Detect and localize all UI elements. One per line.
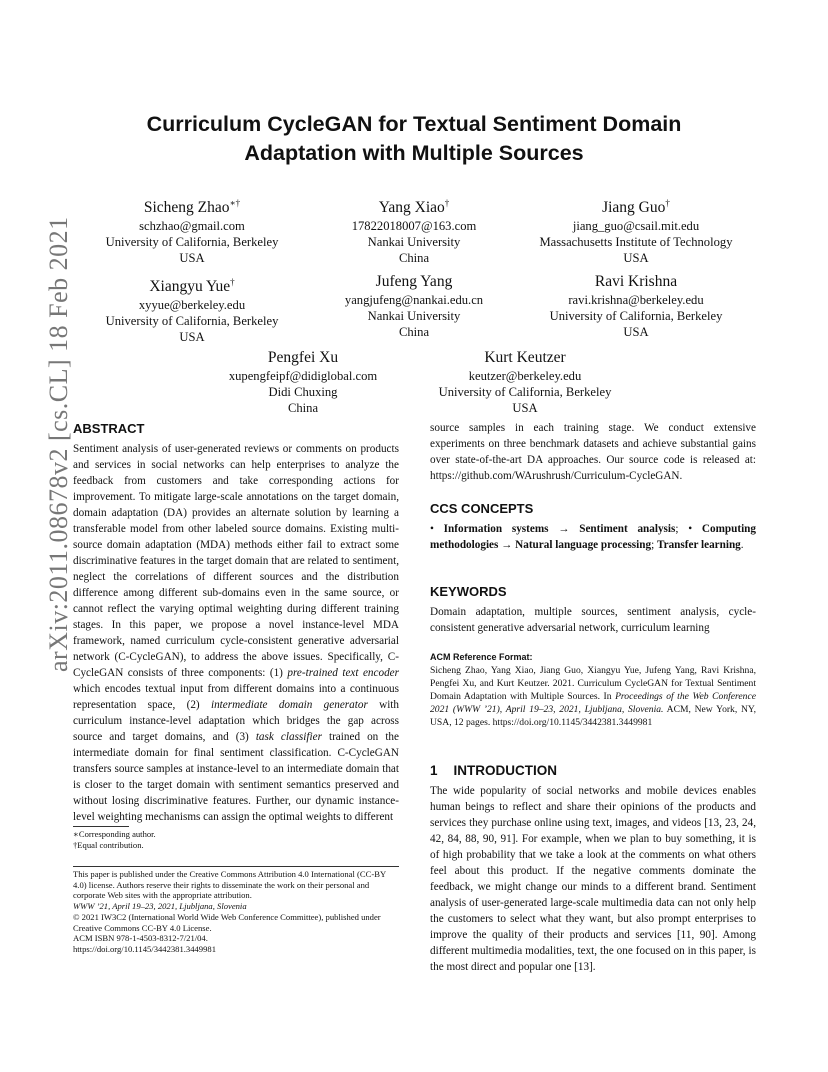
author-name: Pengfei Xu: [267, 349, 339, 366]
section-title: INTRODUCTION: [453, 763, 558, 778]
ccs-concept: Transfer learning: [656, 539, 741, 551]
author-affiliation: University of California, Berkeley: [105, 235, 279, 250]
author-block: [284, 272, 544, 340]
author-name: Ravi Krishna: [594, 273, 678, 290]
author-affiliation: University of California, Berkeley: [438, 385, 612, 399]
keywords-heading: KEYWORDS: [430, 584, 507, 599]
ccs-heading: CCS CONCEPTS: [430, 501, 534, 516]
abstract-text-part: Sentiment analysis of user-generated reviews or comments on products and services in social networks can help enterprises to analyze the feedback from customers and take corresponding actions for improvement. To mitigate large-scale annotations on the target domain, domain adaptation (DA) provides an alternate solution by learning a transferable model from other labeled source domains. Existing multi-source domain adaptation (MDA) methods either fail to extract some discriminative features in the target domain that are related to sentiment, neglect the correlations of different sources and the distribution difference among different sub-domains even in the same source, or cannot reflect the varying optimal weighting during different training stages. In this paper, we propose a novel instance-level MDA framework, named curriculum cycle-consistent generative adversarial network (C-CycleGAN), to address the above issues. Specifically, C-CycleGAN consists of three components: (1): [73, 443, 399, 679]
author-block: [62, 272, 322, 345]
abstract-heading: ABSTRACT: [73, 421, 145, 436]
ccs-concept: Computing methodologies: [430, 523, 756, 551]
author-affiliation: Nankai University: [367, 235, 461, 250]
author-email[interactable]: 17822018007@163.com: [351, 219, 477, 234]
author-name: Jufeng Yang: [375, 273, 453, 290]
author-block: [62, 193, 322, 266]
acm-reference-heading: ACM Reference Format:: [430, 652, 533, 662]
author-country: China: [287, 401, 319, 415]
author-block: [173, 348, 433, 416]
abstract-text-part: which encodes textual input from different domains into a continuous representation space, (2): [73, 683, 399, 711]
author-name: Jiang Guo: [602, 199, 666, 217]
acm-reference-text: [430, 664, 756, 729]
author-affiliation: University of California, Berkeley: [549, 309, 723, 323]
author-mark: ∗†: [229, 198, 241, 208]
author-name: Kurt Keutzer: [484, 349, 566, 366]
abstract-emphasis: intermediate domain generator: [210, 699, 368, 711]
acm-reference: [430, 651, 756, 729]
author-country: USA: [512, 401, 538, 415]
abstract-emphasis: task classifier: [255, 731, 322, 743]
section-number: 1: [430, 763, 438, 778]
author-name: Sicheng Zhao: [143, 199, 230, 217]
ccs-concept: Information systems: [443, 523, 549, 535]
author-country: China: [398, 251, 430, 266]
arxiv-stamp: [24, 216, 73, 672]
author-email[interactable]: yangjufeng@nankai.edu.cn: [344, 293, 484, 307]
author-affiliation: Nankai University: [367, 309, 461, 323]
ccs-arrow: →: [548, 523, 580, 535]
license-text: This paper is published under the Creative Commons Attribution 4.0 International (CC-BY 4.0) license. Authors reserve their rights to disseminate the work on their personal and corporate Web sites with the appropriate attribution.: [73, 869, 386, 901]
title-line-1: Curriculum CycleGAN for Textual Sentiment Domain: [146, 112, 682, 136]
acm-reference-part: Sicheng Zhao, Yang Xiao, Jiang Guo, Xiangyu Yue, Jufeng Yang, Ravi Krishna, Pengfei Xu, and Kurt Keutzer. 2021. Curriculum CycleGAN for Textual Sentiment Domain Adaptation with Multiple Sources. In: [430, 665, 756, 702]
introduction-section: [430, 763, 756, 975]
paper-title: [80, 110, 748, 168]
author-email[interactable]: xyyue@berkeley.edu: [138, 298, 246, 313]
license-doi[interactable]: https://doi.org/10.1145/3442381.3449981: [73, 943, 216, 954]
license-rule: [73, 866, 399, 867]
introduction-heading: [430, 763, 756, 779]
ccs-text: [430, 521, 756, 553]
arxiv-stamp-text: arXiv:2011.08678v2 [cs.CL] 18 Feb 2021: [44, 216, 73, 672]
author-mark: †: [444, 198, 450, 208]
author-affiliation: University of California, Berkeley: [105, 314, 279, 329]
abstract-text: [73, 441, 399, 825]
author-email[interactable]: keutzer@berkeley.edu: [468, 369, 582, 383]
author-country: China: [398, 325, 430, 339]
author-country: USA: [623, 251, 649, 266]
author-block: [506, 272, 766, 340]
abstract-section: [73, 421, 399, 825]
ccs-section: [430, 501, 756, 553]
author-country: USA: [179, 251, 205, 266]
license-venue: WWW ’21, April 19–23, 2021, Ljubljana, Slovenia: [73, 901, 247, 912]
ccs-separator: ; •: [675, 523, 702, 535]
footnote-corresponding: ∗Corresponding author.: [73, 829, 156, 839]
footnote-rule: [73, 826, 129, 827]
abstract-continued: source samples in each training stage. We conduct extensive experiments on three benchmark datasets and achieve substantial gains over state-of-the-art DA approaches. Our source code is released at: https://github.com/WArushrush/Curriculum-CycleGAN.: [430, 422, 756, 482]
ccs-separator: ;: [651, 539, 657, 551]
author-block: [395, 348, 655, 416]
abstract-text-part: trained on the intermediate domain for final sentiment classification. C-CycleGAN transfers source samples at instance-level to an intermediate domain that is closer to the target domain with sentiment semantics preserved and without losing discriminative features. Further, our dynamic instance-level weighting mechanisms can assign the optimal weights to different: [73, 731, 399, 823]
abstract-text-part: with curriculum instance-level adaptation which bridges the gap across source and target domains, and (3): [73, 699, 400, 743]
author-email[interactable]: schzhao@gmail.com: [139, 219, 245, 234]
acm-reference-part: ACM, New York, NY, USA, 12 pages. https://doi.org/10.1145/3442381.3449981: [430, 704, 756, 728]
author-country: USA: [179, 330, 205, 345]
author-name: Yang Xiao: [378, 199, 445, 217]
author-email[interactable]: xupengfeipf@didiglobal.com: [228, 369, 378, 383]
ccs-arrow: →: [498, 539, 516, 551]
title-line-2: Adaptation with Multiple Sources: [244, 141, 584, 165]
ccs-concept: Sentiment analysis: [579, 523, 676, 535]
ccs-end: .: [740, 539, 744, 551]
author-mark: †: [230, 277, 235, 287]
ccs-concept: Natural language processing: [515, 539, 652, 551]
license-isbn: ACM ISBN 978-1-4503-8312-7/21/04.: [73, 933, 208, 944]
author-country: USA: [623, 325, 649, 339]
acm-reference-venue: Proceedings of the Web Conference 2021 (WWW ’21), April 19–23, 2021, Ljubljana, Slovenia.: [430, 691, 756, 715]
author-affiliation: Didi Chuxing: [268, 385, 338, 399]
ccs-bullet: •: [430, 523, 444, 535]
license-copyright: © 2021 IW3C2 (International World Wide Web Conference Committee), published under Creative Commons CC-BY 4.0 License.: [73, 911, 381, 933]
license-block: [73, 869, 399, 955]
author-block: [506, 193, 766, 266]
keywords-section: [430, 584, 756, 636]
author-affiliation: Massachusetts Institute of Technology: [539, 235, 733, 250]
author-email[interactable]: jiang_guo@csail.mit.edu: [572, 219, 700, 234]
introduction-text: The wide popularity of social networks and mobile devices enables human beings to reflect and share their opinions of the products and services they purchase online using text, images, and videos [13, 23, 24, 42, 84, 88, 90, 91]. For example, when we plan to buy something, it is of high probability that we take a look at the comments on what others feel about this product. If the negative comments dominate the feedback, we might change our minds to a different brand. Sentiment analysis of user-generated large-scale multimedia data can not only help the customers to select what they want, but also prompt enterprises to improve the quality of their products and services [11, 90]. Among different multimedia modalities, text, the one focused on in this paper, is the most direct and popular one [13].: [430, 785, 756, 973]
author-email[interactable]: ravi.krishna@berkeley.edu: [568, 293, 704, 307]
author-mark: †: [665, 198, 670, 208]
author-name: Xiangyu Yue: [149, 278, 231, 296]
keywords-text: Domain adaptation, multiple sources, sentiment analysis, cycle-consistent generative adversarial network, curriculum learning: [430, 606, 756, 634]
footnote-equal: †Equal contribution.: [73, 839, 144, 850]
footnotes: [73, 829, 399, 850]
abstract-emphasis: pre-trained text encoder: [287, 667, 399, 679]
author-block: [284, 193, 544, 266]
